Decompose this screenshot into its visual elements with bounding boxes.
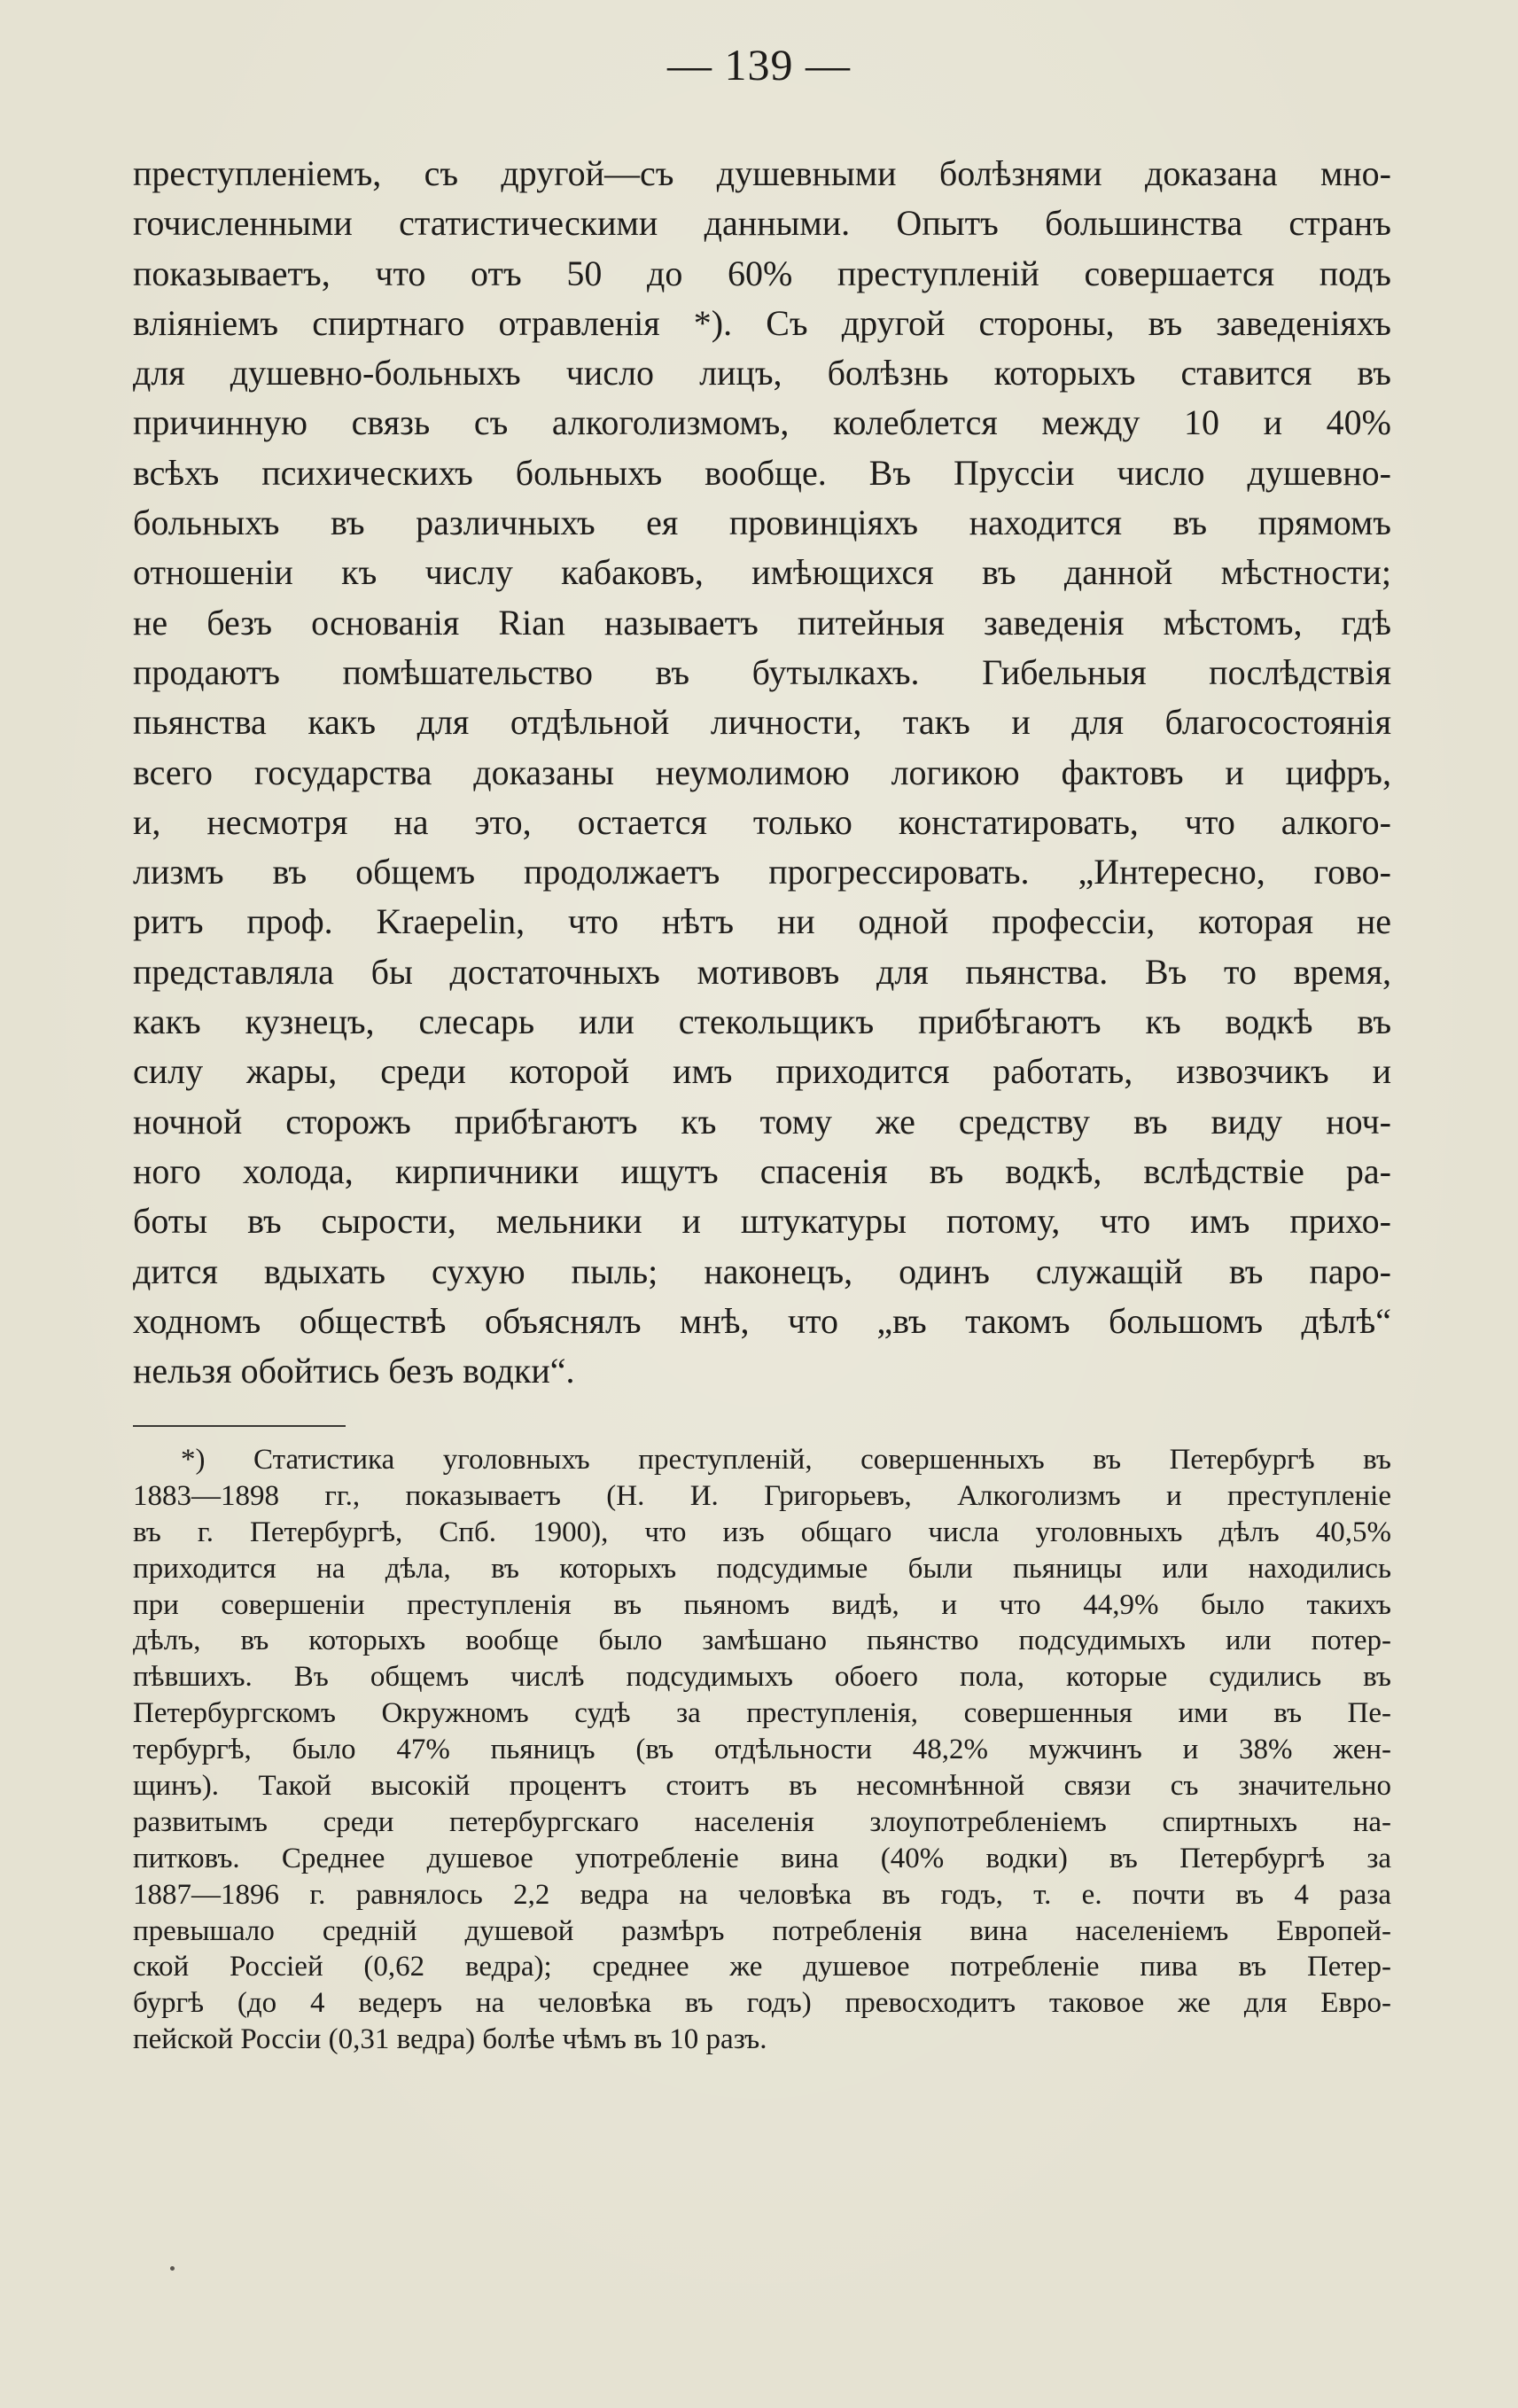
text-line: вліяніемъ спиртнаго отравленія *). Съ другой стороны, въ заведеніяхъ (133, 302, 1391, 343)
text-line: ного холода, кирпичники ищутъ спасенія въ водкѣ, вслѣдствіе ра- (133, 1150, 1391, 1191)
text-line: ночной сторожъ прибѣгаютъ къ тому же средству въ виду ноч- (133, 1101, 1391, 1142)
text-line: причинную связь съ алкоголизмомъ, колеблется между 10 и 40% (133, 402, 1391, 443)
text-line: силу жары, среди которой имъ приходится работать, извозчикъ и (133, 1051, 1391, 1092)
text-line: всего государства доказаны неумолимою логикою фактовъ и цифръ, (133, 752, 1391, 792)
footnote-line: 1883—1898 гг., показываетъ (Н. И. Григорьевъ, Алкоголизмъ и преступленіе (133, 1479, 1391, 1512)
text-line: всѣхъ психическихъ больныхъ вообще. Въ Пруссіи число душевно- (133, 452, 1391, 493)
page-number: — 139 — (667, 40, 851, 90)
footnote-line: дѣлъ, въ которыхъ вообще было замѣшано пьянство подсудимыхъ или потер- (133, 1625, 1391, 1657)
footnote-line: при совершеніи преступленія въ пьяномъ видѣ, и что 44,9% было такихъ (133, 1588, 1391, 1621)
footnote (133, 1442, 1391, 2058)
text-line: показываетъ, что отъ 50 до 60% преступленій совершается подъ (133, 253, 1391, 293)
footnote-line: *) Статистика уголовныхъ преступленій, совершенныхъ въ Петербургѣ въ (181, 1444, 1391, 1476)
footnote-line: питковъ. Среднее душевое употребленіе вина (40% водки) въ Петербургѣ за (133, 1842, 1391, 1874)
footnote-line: Петербургскомъ Окружномъ судѣ за преступленія, совершенныя ими въ Пе- (133, 1697, 1391, 1730)
footnote-line: тербургѣ, было 47% пьяницъ (въ отдѣльности 48,2% мужчинъ и 38% жен- (133, 1734, 1391, 1766)
text-line: дится вдыхать сухую пыль; наконецъ, одинъ служащій въ паро- (133, 1251, 1391, 1291)
text-line: и, несмотря на это, остается только констатировать, что алкого- (133, 801, 1391, 842)
footnote-line: 1887—1896 г. равнялось 2,2 ведра на человѣка въ годъ, т. е. почти въ 4 раза (133, 1878, 1391, 1911)
text-line: ритъ проф. Kraepelin, что нѣтъ ни одной профессіи, которая не (133, 901, 1391, 942)
main-text (133, 149, 1391, 1396)
text-line: для душевно-больныхъ число лицъ, болѣзнь которыхъ ставится въ (133, 353, 1391, 394)
paper-speck (170, 2266, 175, 2271)
text-line: не безъ основанія Rian называетъ питейныя заведенія мѣстомъ, гдѣ (133, 602, 1391, 643)
footnote-line: развитымъ среди петербургскаго населенія злоупотребленіемъ спиртныхъ на- (133, 1805, 1391, 1838)
text-line: больныхъ въ различныхъ ея провинціяхъ находится въ прямомъ (133, 503, 1391, 543)
footnote-line: въ г. Петербургѣ, Спб. 1900), что изъ общаго числа уголовныхъ дѣлъ 40,5% (133, 1516, 1391, 1548)
text-line: отношеніи къ числу кабаковъ, имѣющихся въ данной мѣстности; (133, 552, 1391, 593)
footnote-line: щинъ). Такой высокій процентъ стоитъ въ несомнѣнной связи съ значительно (133, 1770, 1391, 1803)
text-line: какъ кузнецъ, слесарь или стекольщикъ прибѣгаютъ къ водкѣ въ (133, 1001, 1391, 1042)
footnote-line: превышало средній душевой размѣръ потребленія вина населеніемъ Европей- (133, 1914, 1391, 1947)
footnote-line: бургѣ (до 4 ведеръ на человѣка въ годъ) превосходитъ таковое же для Евро- (133, 1987, 1391, 2020)
footnote-line: пейской Россіи (0,31 ведра) болѣе чѣмъ въ 10 разъ. (133, 2023, 767, 2056)
footnote-line: ской Россіей (0,62 ведра); среднее же душевое потребленіе пива въ Петер- (133, 1951, 1391, 1983)
footnote-divider (133, 1425, 346, 1427)
text-line: ходномъ обществѣ объяснялъ мнѣ, что „въ такомъ большомъ дѣлѣ“ (133, 1300, 1391, 1341)
footnote-line: пѣвшихъ. Въ общемъ числѣ подсудимыхъ обоего пола, которые судились въ (133, 1661, 1391, 1694)
footnote-line: приходится на дѣла, въ которыхъ подсудимые были пьяницы или находились (133, 1552, 1391, 1585)
text-line: представляла бы достаточныхъ мотивовъ для пьянства. Въ то время, (133, 951, 1391, 992)
text-line: продаютъ помѣшательство въ бутылкахъ. Гибельныя послѣдствія (133, 651, 1391, 692)
text-line: преступленіемъ, съ другой—съ душевными болѣзнями доказана мно- (133, 153, 1391, 193)
text-line: нельзя обойтись безъ водки“. (133, 1351, 575, 1391)
text-line: лизмъ въ общемъ продолжаетъ прогрессировать. „Интересно, гово- (133, 852, 1391, 892)
text-line: гочисленными статистическими данными. Опытъ большинства странъ (133, 203, 1391, 244)
text-line: боты въ сырости, мельники и штукатуры потому, что имъ прихо- (133, 1201, 1391, 1242)
text-line: пьянства какъ для отдѣльной личности, такъ и для благосостоянія (133, 702, 1391, 743)
